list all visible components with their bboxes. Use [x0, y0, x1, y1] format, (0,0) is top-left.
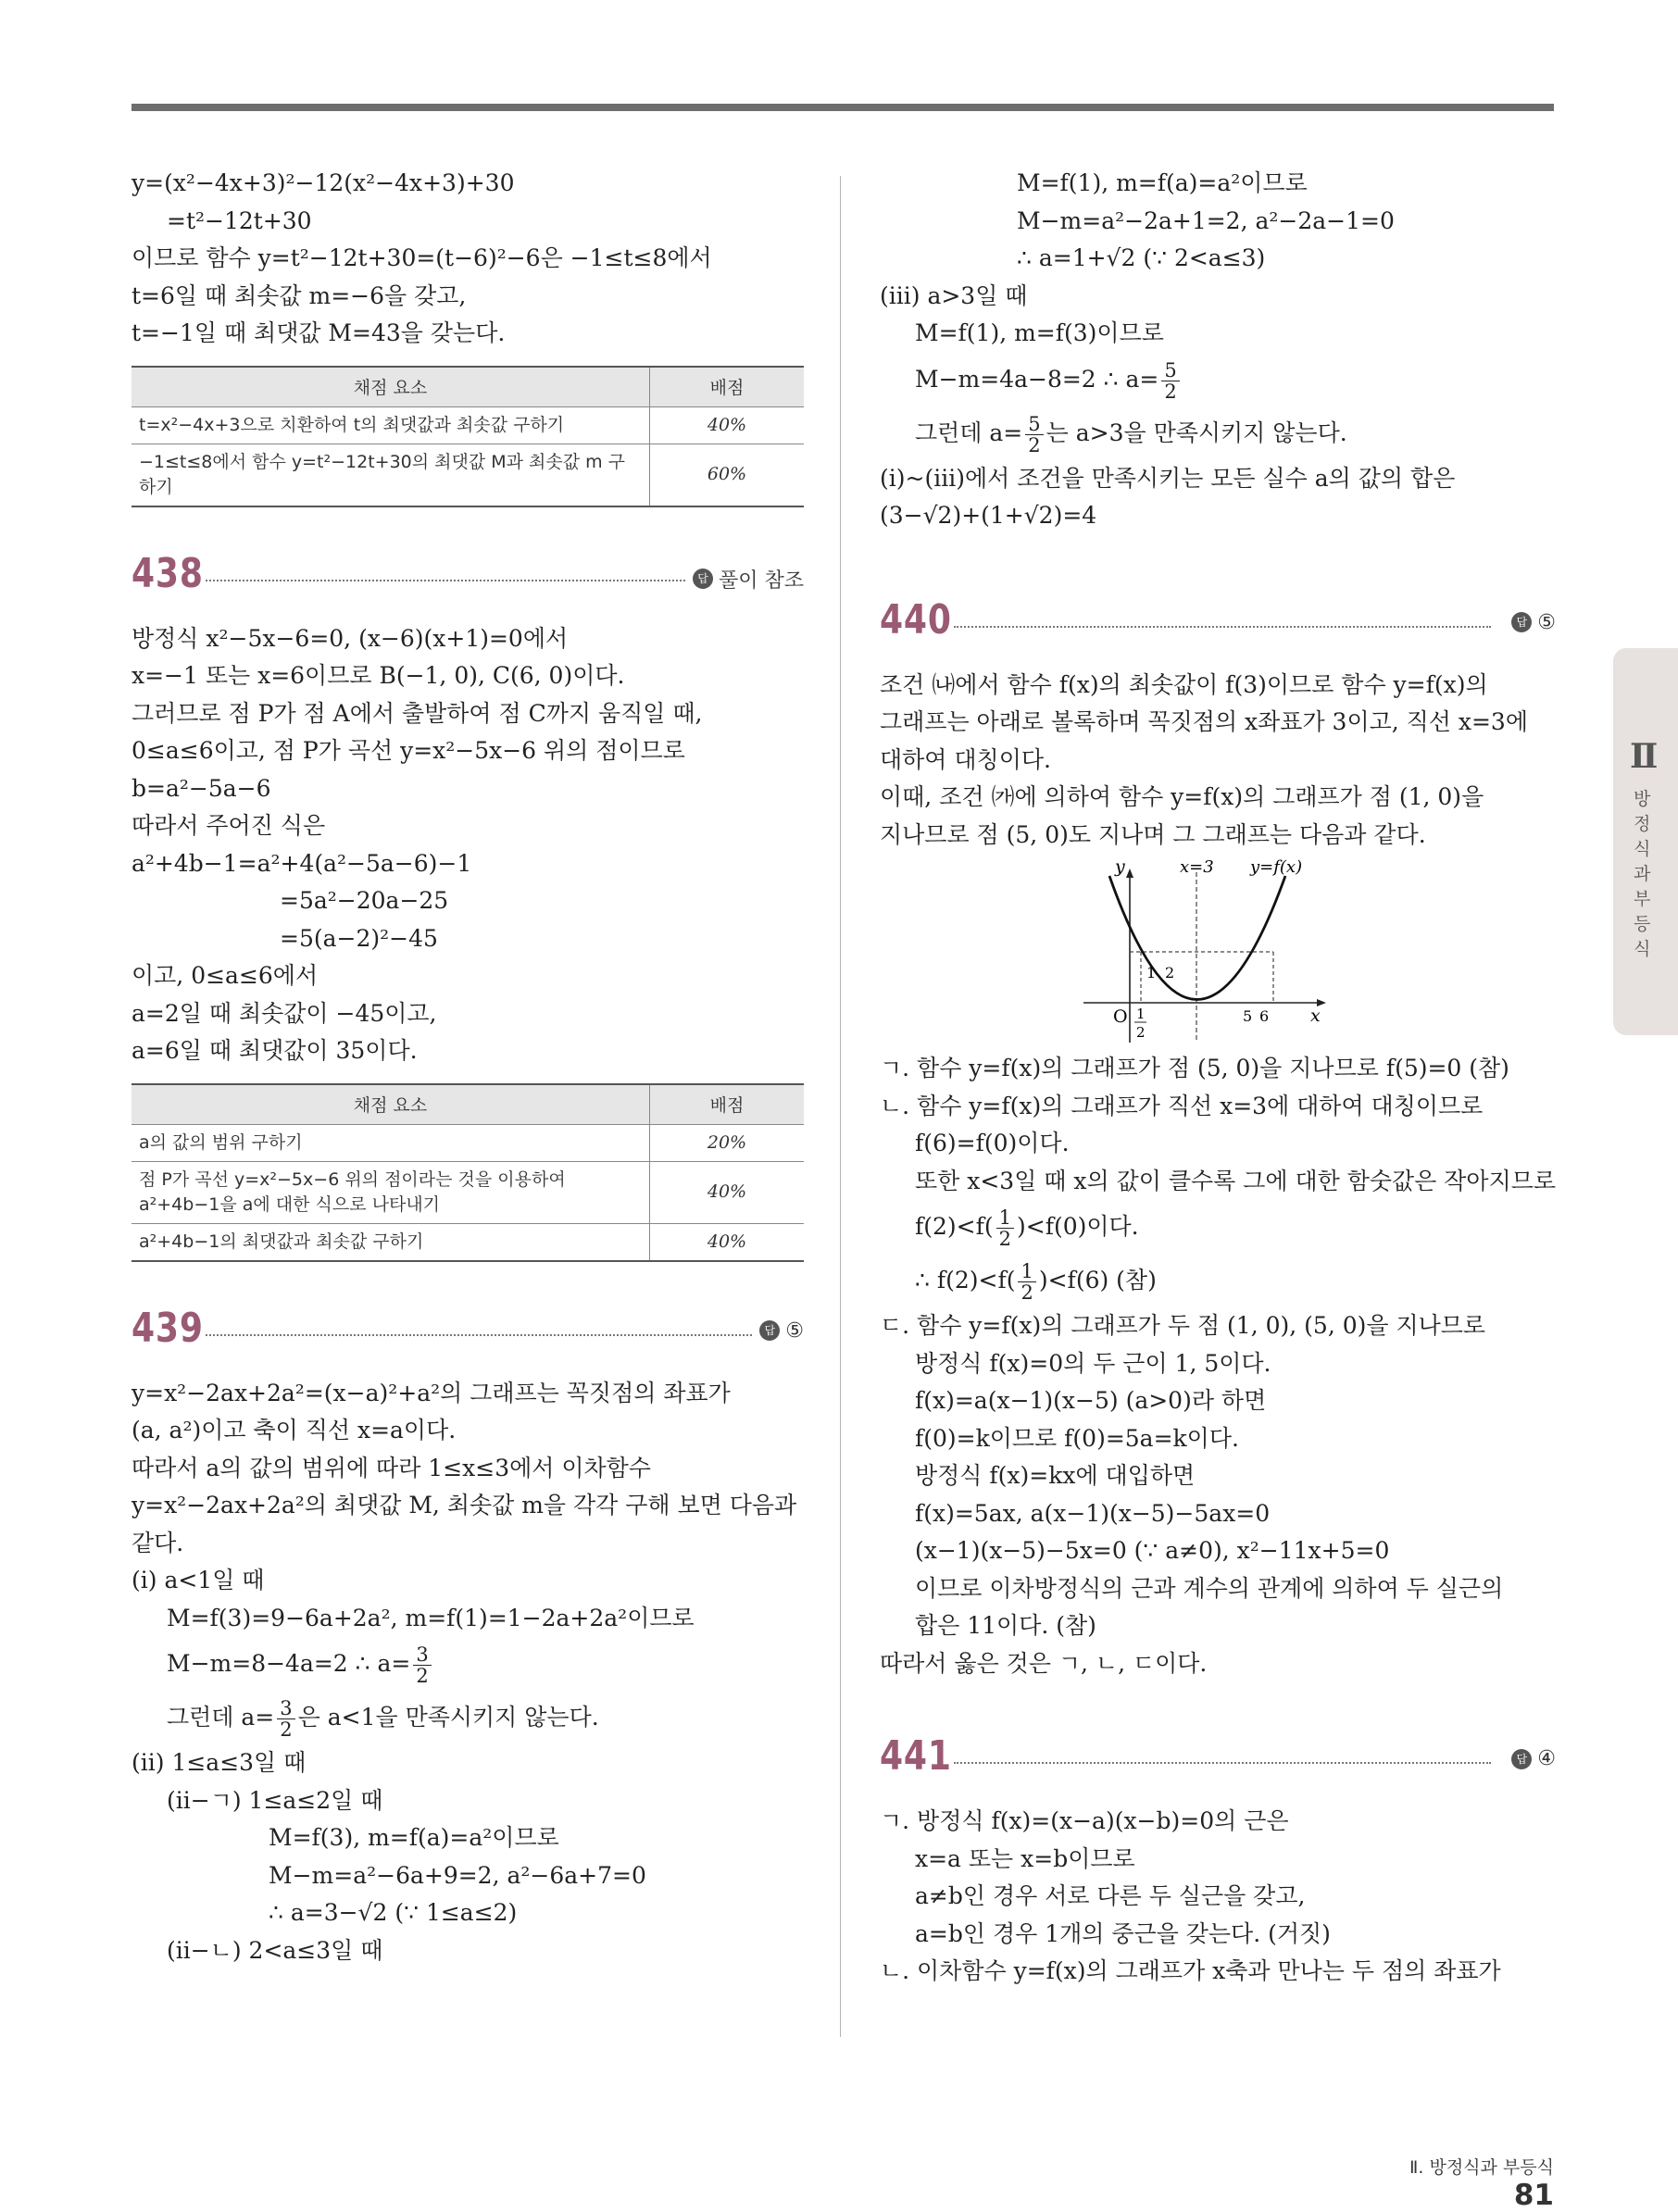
- solution-line: (ⅲ) a>3일 때: [880, 281, 1028, 309]
- chapter-numeral: Ⅱ: [1630, 737, 1659, 776]
- fraction: [277, 1698, 294, 1740]
- scoring-table-438: [131, 1083, 804, 1262]
- solution-line: M=f(3), m=f(a)=a²이므로: [269, 1824, 559, 1851]
- answer-icon: 답: [759, 1320, 780, 1341]
- top-rule: [131, 104, 1554, 111]
- answer-icon: 답: [1511, 612, 1532, 632]
- solution-line: [880, 406, 1556, 460]
- parabola-graph: [1083, 859, 1334, 1044]
- solution-line: ㄱ. 함수 y=f(x)의 그래프가 점 (5, 0)을 지나므로 f(5)=0 (참): [880, 1055, 1509, 1081]
- solution-line: a=b인 경우 1개의 중근을 갖는다. (거짓): [915, 1919, 1331, 1947]
- table-cell: −1≤t≤8에서 함수 y=t²−12t+30의 최댓값 M과 최솟값 m 구하기: [131, 444, 650, 506]
- table-cell: 점 P가 곡선 y=x²−5x−6 위의 점이라는 것을 이용하여 a²+4b−1을 a에 대한 식으로 나타내기: [131, 1161, 650, 1223]
- intro-line: t=6일 때 최솟값 m=−6을 갖고,: [131, 281, 467, 309]
- equation-text: )<f(0)이다.: [1017, 1213, 1139, 1240]
- solution-line: 그래프는 아래로 볼록하며 꼭짓점의 x좌표가 3이고, 직선 x=3에: [880, 708, 1528, 735]
- solution-line: M=f(1), m=f(a)=a²이므로: [1017, 169, 1308, 196]
- intro-line: 이므로 함수 y=t²−12t+30=(t−6)²−6은 −1≤t≤8에서: [131, 244, 712, 271]
- half-numerator: 1: [1136, 1006, 1146, 1022]
- solution-line: ㄱ. 방정식 f(x)=(x−a)(x−b)=0의 근은: [880, 1807, 1289, 1834]
- table-row: [131, 444, 804, 506]
- dotted-leader: [954, 626, 1491, 628]
- axis-label: x=3: [1180, 859, 1214, 877]
- equation-text: f(2)<f(: [915, 1213, 994, 1240]
- solution-line: y=x²−2ax+2a²=(x−a)²+a²의 그래프는 꼭짓점의 좌표가: [131, 1379, 731, 1406]
- fraction-denominator: 2: [998, 1228, 1011, 1250]
- solution-line: [880, 353, 1556, 406]
- tick-label: 2: [1165, 964, 1175, 981]
- answer-tag: [752, 1319, 804, 1343]
- half-denominator: 2: [1136, 1024, 1146, 1041]
- solution-line: 따라서 옳은 것은 ㄱ, ㄴ, ㄷ이다.: [880, 1649, 1208, 1677]
- chapter-tab[interactable]: [1613, 648, 1678, 1035]
- solution-line: 방정식 f(x)=0의 두 근이 1, 5이다.: [915, 1349, 1271, 1377]
- solution-line: 방정식 f(x)=kx에 대입하면: [915, 1462, 1196, 1489]
- table-row: [131, 1124, 804, 1161]
- fraction-denominator: 2: [1028, 433, 1041, 456]
- fraction: [996, 1207, 1014, 1249]
- answer-text: ⑤: [1537, 610, 1556, 634]
- table-cell: 20%: [650, 1124, 805, 1161]
- fraction: [413, 1644, 431, 1686]
- curve-label: y=f(x): [1250, 859, 1303, 877]
- y-label: y: [1115, 859, 1125, 877]
- solution-line: y=x²−2ax+2a²의 최댓값 M, 최솟값 m을 각각 구해 보면 다음과: [131, 1492, 797, 1518]
- problem-header-440: [880, 587, 1556, 661]
- equation-text: 은 a<1을 만족시키지 않는다.: [297, 1704, 599, 1731]
- solution-line: 이고, 0≤a≤6에서: [131, 962, 319, 989]
- intro-line: y=(x²−4x+3)²−12(x²−4x+3)+30: [131, 169, 515, 196]
- answer-text: 풀이 참조: [718, 569, 804, 593]
- fraction-numerator: 3: [277, 1698, 294, 1719]
- answer-tag: [1504, 611, 1556, 634]
- solution-line: a²+4b−1=a²+4(a²−5a−6)−1: [131, 849, 472, 877]
- equation-text: M−m=4a−8=2 ∴ a=: [915, 365, 1159, 393]
- solution-line: 이때, 조건 ㈎에 의하여 함수 y=f(x)의 그래프가 점 (1, 0)을: [880, 783, 1484, 810]
- solution-line: 지나므로 점 (5, 0)도 지나며 그 그래프는 다음과 같다.: [880, 820, 1426, 848]
- equation-text: M−m=8−4a=2 ∴ a=: [167, 1650, 411, 1677]
- table-row: [131, 1161, 804, 1223]
- table-header: 배점: [650, 1084, 805, 1125]
- column-divider: [840, 176, 841, 2037]
- answer-tag: [1504, 1747, 1556, 1770]
- fraction-denominator: 2: [280, 1718, 293, 1741]
- solution-line: x=a 또는 x=b이므로: [915, 1844, 1135, 1872]
- solution-line: 방정식 x²−5x−6=0, (x−6)(x+1)=0에서: [131, 624, 569, 652]
- problem-header-439: [131, 1295, 804, 1369]
- table-cell: a의 값의 범위 구하기: [131, 1124, 650, 1161]
- solution-line: [880, 1254, 1556, 1307]
- page-footer: [1371, 2154, 1554, 2212]
- answer-tag: [685, 565, 804, 594]
- fraction: [1025, 414, 1043, 456]
- answer-icon: 답: [693, 569, 713, 589]
- parabola-curve: [1109, 876, 1285, 1000]
- solution-line: ㄷ. 함수 y=f(x)의 그래프가 두 점 (1, 0), (5, 0)을 지나므로: [880, 1312, 1486, 1339]
- table-cell: a²+4b−1의 최댓값과 최솟값 구하기: [131, 1223, 650, 1261]
- solution-line: ㄴ. 함수 y=f(x)의 그래프가 직선 x=3에 대하여 대칭이므로: [880, 1092, 1484, 1119]
- table-header: 채점 요소: [131, 1084, 650, 1125]
- solution-line: M=f(3)=9−6a+2a², m=f(1)=1−2a+2a²이므로: [167, 1604, 695, 1631]
- solution-line: (a, a²)이고 축이 직선 x=a이다.: [131, 1417, 457, 1443]
- solution-line: 이므로 이차방정식의 근과 계수의 관계에 의하여 두 실근의: [915, 1574, 1504, 1602]
- equation-text: 는 a>3을 만족시키지 않는다.: [1046, 419, 1347, 446]
- problem-header-441: [880, 1723, 1556, 1797]
- solution-line: 합은 11이다. (참): [915, 1612, 1096, 1639]
- solution-line: ㄴ. 이차함수 y=f(x)의 그래프가 x축과 만나는 두 점의 좌표가: [880, 1957, 1501, 1984]
- fraction-denominator: 2: [416, 1665, 429, 1687]
- dotted-leader: [954, 1762, 1491, 1764]
- solution-line: a=2일 때 최솟값이 −45이고,: [131, 999, 437, 1027]
- answer-text: ⑤: [785, 1318, 804, 1343]
- y-axis-arrow: [1126, 869, 1133, 878]
- tick-label: 1: [1146, 964, 1157, 981]
- table-cell: 40%: [650, 1223, 805, 1261]
- solution-line: [880, 1200, 1556, 1254]
- solution-line: =5(a−2)²−45: [280, 924, 438, 952]
- tick-label: 6: [1259, 1007, 1270, 1025]
- equation-text: 그런데 a=: [167, 1704, 275, 1731]
- solution-line: f(0)=k이므로 f(0)=5a=k이다.: [915, 1424, 1239, 1452]
- table-cell: 40%: [650, 1161, 805, 1223]
- solution-line: (3−√2)+(1+√2)=4: [880, 502, 1097, 529]
- fraction-denominator: 2: [1021, 1281, 1033, 1304]
- solution-line: (x−1)(x−5)−5x=0 (∵ a≠0), x²−11x+5=0: [915, 1537, 1390, 1564]
- answer-text: ④: [1537, 1747, 1556, 1770]
- solution-line: 0≤a≤6이고, 점 P가 곡선 y=x²−5x−6 위의 점이므로: [131, 737, 685, 764]
- fraction-numerator: 1: [1018, 1261, 1035, 1282]
- problem-number: 438: [131, 549, 204, 597]
- solution-line: M=f(1), m=f(3)이므로: [915, 319, 1164, 346]
- solution-line: b=a²−5a−6: [131, 774, 271, 802]
- fraction-numerator: 5: [1025, 414, 1043, 435]
- table-cell: 60%: [650, 444, 805, 506]
- table-header: 배점: [650, 367, 805, 407]
- fraction-numerator: 1: [996, 1207, 1014, 1229]
- table-cell: 40%: [650, 406, 805, 444]
- problem-header-438: [131, 541, 804, 615]
- table-row: [131, 406, 804, 444]
- answer-icon: 답: [1511, 1749, 1532, 1769]
- solution-line: (ⅰ)~(ⅲ)에서 조건을 만족시키는 모든 실수 a의 값의 합은: [880, 464, 1456, 492]
- solution-line: f(x)=5ax, a(x−1)(x−5)−5ax=0: [915, 1499, 1271, 1527]
- solution-line: 따라서 a의 값의 범위에 따라 1≤x≤3에서 이차함수: [131, 1454, 651, 1481]
- equation-text: ∴ f(2)<f(: [915, 1267, 1016, 1293]
- equation-text: )<f(6) (참): [1038, 1267, 1157, 1293]
- problem-number: 441: [880, 1732, 952, 1780]
- solution-line: a≠b인 경우 서로 다른 두 실근을 갖고,: [915, 1882, 1306, 1909]
- intro-line: t=−1일 때 최댓값 M=43을 갖는다.: [131, 319, 506, 346]
- scoring-table-437: [131, 366, 804, 507]
- solution-line: a=6일 때 최댓값이 35이다.: [131, 1037, 418, 1064]
- solution-line: (ⅱ−ㄱ) 1≤a≤2일 때: [167, 1786, 383, 1814]
- solution-line: 그러므로 점 P가 점 A에서 출발하여 점 C까지 움직일 때,: [131, 699, 703, 727]
- problem-number: 439: [131, 1304, 204, 1352]
- table-cell: t=x²−4x+3으로 치환하여 t의 최댓값과 최솟값 구하기: [131, 406, 650, 444]
- solution-line: f(6)=f(0)이다.: [915, 1130, 1070, 1156]
- problem-number: 440: [880, 595, 952, 644]
- solution-line: (ⅱ−ㄴ) 2<a≤3일 때: [167, 1936, 383, 1964]
- chapter-label: 방정식과 부등식: [1634, 789, 1651, 959]
- solution-line: ∴ a=1+√2 (∵ 2<a≤3): [1017, 244, 1266, 271]
- tick-label: 5: [1243, 1007, 1253, 1025]
- left-column: [131, 165, 804, 1969]
- solution-line: f(x)=a(x−1)(x−5) (a>0)라 하면: [915, 1387, 1267, 1414]
- fraction-numerator: 3: [413, 1644, 431, 1666]
- footer-chapter: Ⅱ. 방정식과 부등식: [1409, 2157, 1554, 2178]
- fraction-numerator: 5: [1161, 360, 1179, 381]
- origin-label: O: [1113, 1006, 1128, 1027]
- table-header: 채점 요소: [131, 367, 650, 407]
- solution-line: =5a²−20a−25: [280, 887, 449, 914]
- solution-line: (ⅱ) 1≤a≤3일 때: [131, 1749, 307, 1776]
- table-row: [131, 1223, 804, 1261]
- solution-line: 또한 x<3일 때 x의 값이 클수록 그에 대한 함숫값은 작아지므로: [915, 1167, 1557, 1194]
- solution-line: (ⅰ) a<1일 때: [131, 1567, 265, 1593]
- dotted-leader: [206, 1334, 804, 1336]
- fraction: [1018, 1261, 1035, 1303]
- x-label: x: [1310, 1006, 1321, 1026]
- solution-line: M−m=a²−6a+9=2, a²−6a+7=0: [269, 1861, 646, 1889]
- fraction: [1161, 360, 1179, 402]
- solution-line: [131, 1637, 804, 1691]
- equation-text: 그런데 a=: [915, 419, 1023, 446]
- solution-line: 같다.: [131, 1529, 184, 1556]
- solution-line: 따라서 주어진 식은: [131, 812, 326, 839]
- solution-line: 조건 ㈏에서 함수 f(x)의 최솟값이 f(3)이므로 함수 y=f(x)의: [880, 670, 1488, 698]
- right-column: [880, 165, 1556, 1991]
- solution-line: [131, 1691, 804, 1744]
- fraction-denominator: 2: [1164, 380, 1177, 403]
- solution-line: x=−1 또는 x=6이므로 B(−1, 0), C(6, 0)이다.: [131, 662, 625, 689]
- page-number: 81: [1513, 2179, 1554, 2212]
- solution-line: 대하여 대칭이다.: [880, 745, 1051, 773]
- intro-line: =t²−12t+30: [167, 206, 312, 234]
- solution-line: M−m=a²−2a+1=2, a²−2a−1=0: [1017, 206, 1395, 234]
- solution-line: ∴ a=3−√2 (∵ 1≤a≤2): [269, 1899, 518, 1926]
